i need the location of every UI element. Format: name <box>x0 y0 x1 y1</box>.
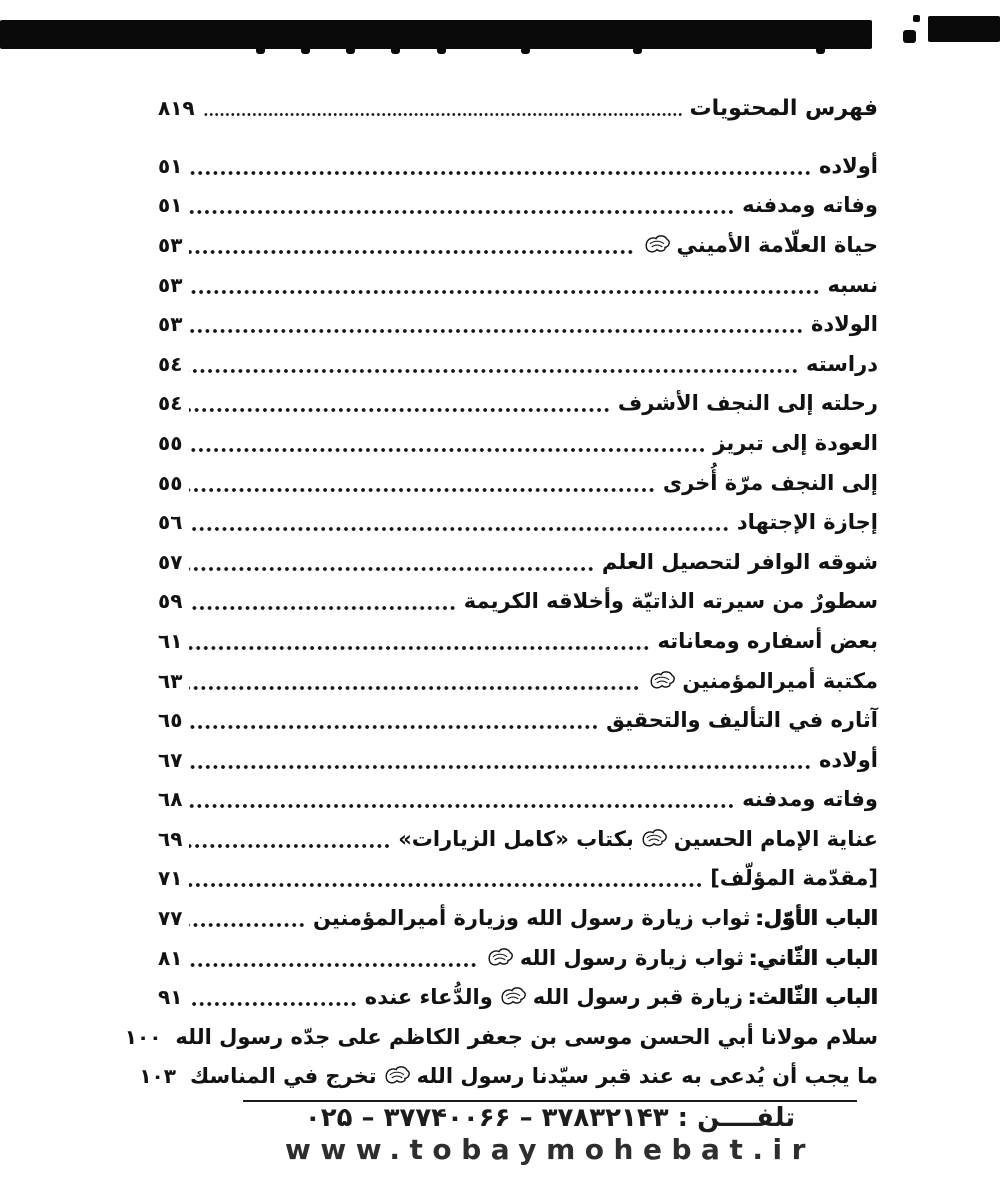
dotted-leader <box>189 526 729 532</box>
toc-row <box>158 898 878 938</box>
sallallahu-alayhi-wa-alih-seal-icon <box>382 1063 412 1085</box>
dotted-leader <box>189 882 703 888</box>
scan-artifact-tooth <box>346 48 355 54</box>
toc-entry-page: ٨١ <box>158 945 183 970</box>
footer-website: www.tobaymohebat.ir <box>285 1133 815 1166</box>
toc-row <box>139 1057 878 1097</box>
dotted-leader <box>189 685 640 691</box>
toc-row <box>158 582 878 622</box>
dotted-leader <box>189 328 804 334</box>
toc-row <box>158 977 878 1017</box>
dotted-leader <box>189 1001 357 1007</box>
toc-entry-title: إلى النجف مرّة أُخرى <box>662 470 878 495</box>
toc-title: فهرس المحتويات <box>689 95 878 121</box>
toc-entry-page: ٥٣ <box>158 272 183 297</box>
toc-row <box>158 700 878 740</box>
toc-entry-title: الولادة <box>810 312 878 337</box>
dotted-leader <box>189 407 610 413</box>
toc-entry-page: ٥٤ <box>158 391 183 416</box>
toc-entry-page: ٥١ <box>158 193 183 218</box>
toc-entry-title: الباب الثّاني: ثواب زيارة رسول الله <box>485 946 878 970</box>
toc-row <box>158 542 878 582</box>
toc-entry-page: ٥٤ <box>158 351 183 376</box>
toc-entry-page: ٥٩ <box>158 589 183 614</box>
dotted-leader <box>189 922 306 928</box>
toc-entry-title: نسبه <box>827 272 878 297</box>
dotted-leader <box>189 764 812 770</box>
toc-entry-page: ٦٣ <box>158 668 183 693</box>
toc-entry-page: ٦٥ <box>158 708 183 733</box>
dotted-leader <box>189 289 820 295</box>
dotted-leader <box>189 566 595 572</box>
toc-entry-page: ٦٨ <box>158 787 183 812</box>
dotted-leader <box>189 487 655 493</box>
toc-entry-title: مكتبة أميرالمؤمنين <box>647 669 878 693</box>
toc-entry-title: حياة العلّامة الأميني <box>642 233 878 257</box>
toc-entry-title: أولاده <box>818 153 878 178</box>
toc-row <box>158 225 878 265</box>
toc-entry-title: [مقدّمة المؤلّف] <box>710 866 878 891</box>
toc-entry-page: ٥٣ <box>158 312 183 337</box>
scan-artifact-blob <box>903 30 916 43</box>
scan-artifact-tooth <box>301 48 310 54</box>
toc-entry-page: ١٠٠ <box>124 1024 162 1049</box>
scan-artifact-tooth <box>633 48 642 54</box>
toc-header-row <box>158 86 878 130</box>
toc-entry-page: ٩١ <box>158 985 183 1010</box>
scan-artifact-tooth <box>521 48 530 54</box>
toc-entry-page: ٦٩ <box>158 826 183 851</box>
toc-entry-title: إجازة الإجتهاد <box>736 510 878 535</box>
dotted-leader <box>189 249 634 255</box>
toc-row <box>158 661 878 701</box>
publisher-footer <box>100 1100 1000 1166</box>
toc-chapter-label: الباب الثّاني: <box>748 945 878 970</box>
toc-chapter-label: الباب الأوّل: <box>755 906 878 931</box>
toc-list <box>124 146 878 1096</box>
dotted-leader <box>189 170 812 176</box>
toc-chapter-label: الباب الثّالث: <box>747 985 878 1010</box>
toc-entry-page: ٥٥ <box>158 430 183 455</box>
dotted-leader <box>189 209 735 215</box>
toc-entry-title: أولاده <box>818 747 878 772</box>
toc-entry-title: دراسته <box>805 351 878 376</box>
toc-entry-page: ٧١ <box>158 866 183 891</box>
alayhi-salam-seal-icon <box>647 668 677 690</box>
toc-entry-page: ٥٥ <box>158 470 183 495</box>
toc-entry-title: ما يجب أن يُدعى به عند قبر سيّدنا رسول الله تخرج في المناسك <box>189 1064 878 1089</box>
toc-entry-title: شوقه الوافر لتحصيل العلم <box>601 549 878 574</box>
toc-entry-page: ٧٧ <box>158 906 183 931</box>
dotted-leader <box>189 962 477 968</box>
alayhi-salam-seal-icon <box>639 826 669 848</box>
dotted-leader <box>189 447 706 453</box>
dotted-leader <box>189 368 799 374</box>
toc-row <box>158 780 878 820</box>
toc-row <box>158 146 878 186</box>
dotted-leader <box>189 843 391 849</box>
toc-entry-title: آثاره في التأليف والتحقيق <box>606 708 878 733</box>
table-of-contents <box>124 86 878 1096</box>
toc-entry-page: ٥١ <box>158 153 183 178</box>
scan-artifact-bar-right <box>928 16 1000 42</box>
toc-entry-page: ٦١ <box>158 628 183 653</box>
dotted-leader <box>189 645 650 651</box>
toc-row <box>158 344 878 384</box>
toc-row <box>158 186 878 226</box>
toc-entry-page: ٥٧ <box>158 549 183 574</box>
dotted-leader <box>189 803 735 809</box>
toc-entry-title: وفاته ومدفنه <box>742 787 878 812</box>
dotted-leader <box>189 724 599 730</box>
toc-row <box>158 384 878 424</box>
toc-entry-title: بعض أسفاره ومعاناته <box>657 628 878 653</box>
toc-row <box>158 304 878 344</box>
toc-entry-title: الباب الثّالث: زيارة قبر رسول الله والدُّعاء عنده <box>364 985 878 1010</box>
toc-row <box>158 859 878 899</box>
toc-title-page-number: ٨١٩ <box>158 96 195 120</box>
dotted-leader <box>189 605 456 611</box>
footer-phone-line: تلفــــن : ۳۷۸۳۲۱۴۳ – ۳۷۷۴۰۰۶۶ – ۰۲۵ <box>304 1103 796 1133</box>
dotted-leader <box>202 112 683 117</box>
toc-row <box>124 1017 878 1057</box>
toc-entry-title: رحلته إلى النجف الأشرف <box>617 391 878 416</box>
scan-artifact-dot <box>913 15 920 22</box>
toc-entry-page: ٥٣ <box>158 232 183 257</box>
toc-row <box>158 423 878 463</box>
toc-row <box>158 740 878 780</box>
sallallahu-alayhi-wa-alih-seal-icon <box>485 945 515 967</box>
toc-entry-title: عناية الإمام الحسين بكتاب «كامل الزيارات» <box>398 826 878 851</box>
toc-entry-title: سلام مولانا أبي الحسن موسى بن جعفر الكاظم على جدّه رسول الله <box>175 1024 878 1049</box>
scan-artifact-tooth <box>437 48 446 54</box>
sallallahu-alayhi-wa-alih-seal-icon <box>498 984 528 1006</box>
scan-artifact-tooth <box>256 48 265 54</box>
toc-row <box>158 265 878 305</box>
toc-entry-page: ١٠٣ <box>139 1064 176 1089</box>
scan-artifact-tooth <box>391 48 400 54</box>
footer-divider <box>243 1100 857 1102</box>
quddisa-sirruh-seal-icon <box>642 232 672 254</box>
toc-entry-title: العودة إلى تبريز <box>713 430 878 455</box>
toc-entry-title: سطورٌ من سيرته الذاتيّة وأخلاقه الكريمة <box>463 589 878 614</box>
toc-row <box>158 463 878 503</box>
toc-row <box>158 621 878 661</box>
toc-row <box>158 819 878 859</box>
toc-entry-page: ٥٦ <box>158 510 183 535</box>
scan-artifact-tooth <box>816 48 825 54</box>
toc-entry-title: الباب الأوّل: ثواب زيارة رسول الله وزيارة أميرالمؤمنين <box>313 906 878 931</box>
toc-entry-title: وفاته ومدفنه <box>742 193 878 218</box>
toc-entry-page: ٦٧ <box>158 747 183 772</box>
toc-row <box>158 938 878 978</box>
scan-artifact-bar-left <box>0 20 872 49</box>
toc-row <box>158 502 878 542</box>
